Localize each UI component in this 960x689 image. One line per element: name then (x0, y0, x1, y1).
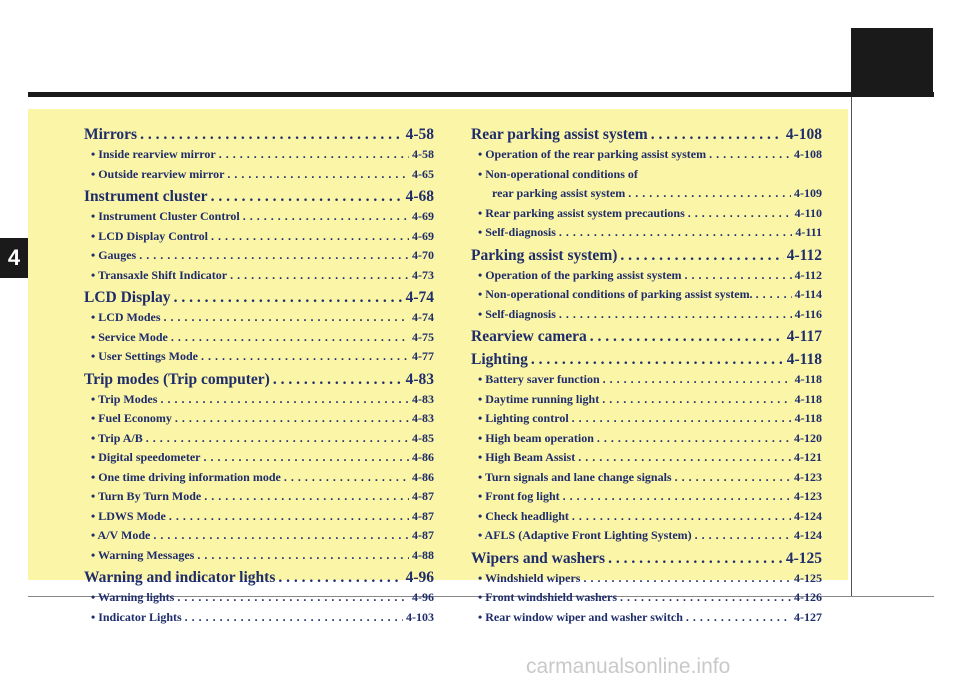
toc-entry-page: 4-123 (794, 469, 822, 484)
toc-entry-page: 4-124 (794, 528, 822, 542)
toc-subsection-entry[interactable] (84, 246, 434, 266)
dot-leader (175, 409, 409, 429)
toc-subsection-entry[interactable] (471, 285, 822, 305)
toc-entry-title: • Self-diagnosis (478, 225, 556, 239)
toc-entry-page: 4-120 (794, 430, 822, 445)
toc-subsection-entry[interactable] (84, 165, 434, 185)
dot-leader (695, 526, 791, 546)
toc-entry-title: • Check headlight (478, 508, 569, 523)
dot-leader (685, 266, 792, 286)
toc-entry-page: 4-86 (412, 450, 434, 464)
toc-subsection-entry[interactable] (84, 409, 434, 429)
toc-entry-page: 4-109 (794, 186, 822, 200)
dot-leader (608, 548, 783, 569)
dot-leader (169, 507, 409, 527)
toc-subsection-entry[interactable] (84, 546, 434, 566)
toc-entry-page: 4-125 (794, 570, 822, 585)
top-rule (28, 92, 934, 97)
dot-leader (602, 390, 791, 410)
toc-section-entry[interactable] (471, 548, 822, 569)
toc-entry-title: • Outside rearview mirror (91, 166, 225, 181)
dot-leader (651, 124, 783, 145)
dot-leader (243, 207, 409, 227)
toc-entry-page: 4-70 (412, 248, 434, 262)
toc-entry-page: 4-74 (412, 310, 434, 324)
toc-subsection-entry[interactable] (471, 390, 822, 410)
toc-entry-page: 4-87 (412, 489, 434, 503)
toc-entry-title: • Service Mode (91, 329, 168, 344)
toc-entry-title: • High beam operation (478, 430, 594, 445)
toc-subsection-entry[interactable] (84, 145, 434, 165)
dot-leader (563, 487, 791, 507)
toc-subsection-entry[interactable] (471, 370, 822, 390)
toc-subsection-entry[interactable] (84, 429, 434, 449)
dot-leader (153, 526, 409, 546)
toc-subsection-entry[interactable] (471, 487, 822, 507)
toc-subsection-entry[interactable] (84, 347, 434, 367)
toc-entry-title: • Warning Messages (91, 547, 195, 562)
dot-leader (201, 347, 409, 367)
toc-section-entry[interactable] (471, 124, 822, 145)
toc-subsection-entry[interactable] (471, 184, 822, 204)
dot-leader (686, 608, 791, 628)
toc-entry-title: • Gauges (91, 248, 137, 262)
toc-subsection-entry[interactable] (471, 569, 822, 589)
dot-leader (572, 409, 792, 429)
toc-subsection-entry[interactable] (471, 608, 822, 628)
toc-entry-page: 4-83 (412, 391, 434, 406)
dot-leader (590, 326, 784, 347)
toc-entry-title: • Non-operational conditions of (478, 166, 638, 181)
toc-entry-title: • Windshield wipers (478, 570, 581, 585)
toc-entry-title: • Turn By Turn Mode (91, 489, 202, 503)
dot-leader (177, 588, 409, 608)
toc-subsection-entry[interactable] (471, 223, 822, 243)
toc-subsection-entry[interactable] (84, 266, 434, 286)
dot-leader (688, 204, 792, 224)
toc-entry-title: • Battery saver function (478, 372, 600, 386)
dot-leader (756, 285, 792, 305)
toc-entry-title: • Daytime running light (478, 391, 600, 406)
toc-entry-title: • Trip Modes (91, 391, 158, 406)
dot-leader (185, 608, 403, 628)
toc-entry-page: 4-87 (412, 528, 434, 542)
toc-entry-page: 4-96 (412, 590, 434, 604)
toc-entry-title: • LCD Display Control (91, 228, 208, 243)
chapter-tab[interactable]: 4 (0, 238, 28, 278)
toc-subsection-entry[interactable] (471, 409, 822, 429)
toc-entry-title: • Warning lights (91, 590, 175, 604)
toc-entry-page: 4-118 (794, 411, 822, 425)
dot-leader (603, 370, 792, 390)
dot-leader (620, 245, 783, 266)
toc-entry-title: • Digital speedometer (91, 450, 201, 464)
dot-leader (597, 429, 791, 449)
dot-leader (227, 165, 409, 185)
toc-entry-title: • Rear window wiper and washer switch (478, 609, 683, 624)
toc-subsection-entry[interactable] (84, 227, 434, 247)
toc-subsection-entry[interactable] (471, 305, 822, 325)
dot-leader (174, 287, 403, 308)
toc-subsection-entry[interactable] (471, 588, 822, 608)
toc-section-entry[interactable] (471, 245, 822, 266)
toc-section-entry[interactable] (84, 124, 434, 145)
toc-entry-page: 4-121 (794, 450, 822, 464)
dot-leader (559, 305, 792, 325)
toc-entry-page: 4-77 (412, 349, 434, 363)
dot-leader (628, 184, 791, 204)
dot-leader (204, 487, 409, 507)
toc-entry-title: Warning and indicator lights (84, 569, 276, 586)
page-divider (851, 97, 852, 597)
toc-entry-title: • One time driving information mode (91, 469, 281, 484)
dot-leader (709, 145, 791, 165)
toc-entry-page: 4-125 (785, 549, 822, 567)
toc-entry-page: 4-124 (794, 508, 822, 523)
toc-entry-title: • Inside rearview mirror (91, 147, 216, 161)
toc-right-column (471, 124, 822, 627)
toc-section-entry[interactable] (84, 287, 434, 308)
dot-leader (278, 567, 402, 588)
toc-subsection-entry[interactable] (84, 207, 434, 227)
dot-leader (139, 246, 409, 266)
toc-subsection-entry[interactable] (84, 608, 434, 628)
toc-entry-page: 4-111 (795, 225, 822, 239)
toc-subsection-entry[interactable] (84, 328, 434, 348)
toc-entry-title: Trip modes (Trip computer) (84, 370, 270, 388)
dot-leader (146, 429, 409, 449)
toc-subsection-entry[interactable] (84, 588, 434, 608)
dot-leader (219, 145, 409, 165)
toc-entry-page: 4-58 (405, 126, 434, 143)
toc-entry-page: 4-88 (412, 547, 434, 562)
toc-entry-title: rear parking assist system (492, 186, 626, 200)
toc-entry-page: 4-65 (412, 166, 434, 181)
toc-entry-page: 4-83 (412, 411, 434, 425)
toc-entry-title: • Lighting control (478, 411, 569, 425)
toc-entry-page: 4-86 (412, 469, 434, 484)
toc-entry-title: • Instrument Cluster Control (91, 209, 240, 223)
dot-leader (572, 507, 791, 527)
toc-entry-title: • Front windshield washers (478, 590, 618, 604)
dot-leader (140, 124, 403, 145)
dot-leader (559, 223, 792, 243)
toc-subsection-entry[interactable] (471, 507, 822, 527)
toc-subsection-entry[interactable] (471, 204, 822, 224)
toc-left-column (84, 124, 434, 627)
toc-entry-title: • High Beam Assist (478, 450, 576, 464)
toc-subsection-entry[interactable] (471, 468, 822, 488)
toc-subsection-entry[interactable] (84, 487, 434, 507)
toc-entry-page: 4-73 (412, 267, 434, 282)
toc-entry-title: • Transaxle Shift Indicator (91, 267, 228, 282)
toc-subsection-entry[interactable] (471, 526, 822, 546)
toc-entry-title: Lighting (471, 351, 528, 368)
toc-entry-page: 4-127 (794, 609, 822, 624)
dot-leader (160, 390, 409, 410)
toc-entry-title: Mirrors (84, 126, 138, 143)
dot-leader (284, 468, 409, 488)
toc-entry-page: 4-117 (786, 328, 822, 345)
toc-entry-title: • User Settings Mode (91, 349, 198, 363)
toc-entry-page: 4-69 (412, 209, 434, 223)
dot-leader (531, 349, 784, 370)
toc-entry-page: 4-96 (405, 569, 434, 586)
dot-leader (197, 546, 409, 566)
toc-entry-title: • AFLS (Adaptive Front Lighting System) (478, 528, 692, 542)
dot-leader (675, 468, 791, 488)
toc-entry-title: LCD Display (84, 289, 171, 306)
toc-entry-page: 4-116 (794, 306, 822, 321)
toc-entry-title: • Operation of the rear parking assist system (478, 147, 707, 161)
dot-leader (620, 588, 791, 608)
toc-entry-page: 4-68 (405, 188, 434, 205)
toc-section-entry[interactable] (471, 326, 822, 347)
toc-entry-page: 4-123 (794, 489, 822, 503)
dot-leader (164, 308, 409, 328)
toc-entry-page: 4-108 (785, 126, 822, 143)
dot-leader (583, 569, 791, 589)
toc-entry-title: • Turn signals and lane change signals (478, 469, 672, 484)
toc-entry-title: • Operation of the parking assist system (478, 267, 682, 282)
dot-leader (211, 227, 409, 247)
toc-section-entry[interactable] (471, 349, 822, 370)
toc-entry-page: 4-85 (412, 430, 434, 445)
toc-subsection-entry[interactable] (471, 429, 822, 449)
toc-entry-title: • Indicator Lights (91, 609, 182, 624)
toc-entry-title: Parking assist system) (471, 246, 618, 264)
toc-subsection-entry[interactable] (471, 266, 822, 286)
toc-entry-page: 4-110 (794, 205, 822, 220)
toc-entry-page: 4-112 (794, 267, 822, 282)
toc-subsection-entry[interactable] (84, 448, 434, 468)
toc-entry-page: 4-74 (405, 289, 434, 306)
toc-entry-title: • Fuel Economy (91, 411, 172, 425)
toc-entry-page: 4-103 (406, 609, 434, 624)
dot-leader (578, 448, 791, 468)
toc-entry-page: 4-114 (794, 287, 822, 301)
toc-entry-page: 4-58 (412, 147, 434, 161)
toc-subsection-entry[interactable] (471, 145, 822, 165)
toc-section-entry[interactable] (84, 567, 434, 588)
toc-entry-title: Rear parking assist system (471, 126, 648, 143)
toc-subsection-entry[interactable] (84, 526, 434, 546)
toc-entry-title: • Non-operational conditions of parking assist system. (478, 287, 753, 301)
toc-subsection-entry[interactable] (471, 165, 822, 185)
toc-entry-title: • Front fog light (478, 489, 560, 503)
toc-entry-title: • LDWS Mode (91, 508, 166, 523)
dot-leader (171, 328, 409, 348)
toc-entry-title: Wipers and washers (471, 549, 606, 567)
toc-entry-page: 4-75 (412, 329, 434, 344)
toc-entry-title: • Trip A/B (91, 430, 143, 445)
toc-entry-page: 4-69 (412, 228, 434, 243)
toc-section-entry[interactable] (84, 369, 434, 390)
toc-entry-title: • Self-diagnosis (478, 306, 556, 321)
toc-entry-title: • LCD Modes (91, 310, 161, 324)
toc-entry-title: Rearview camera (471, 328, 587, 345)
toc-subsection-entry[interactable] (84, 468, 434, 488)
toc-entry-page: 4-118 (794, 372, 822, 386)
toc-entry-page: 4-87 (412, 508, 434, 523)
toc-entry-page: 4-112 (786, 246, 822, 264)
toc-subsection-entry[interactable] (84, 308, 434, 328)
toc-entry-title: Instrument cluster (84, 188, 208, 205)
watermark: carmanualsonline.info (526, 655, 731, 678)
chapter-header-block (851, 28, 933, 97)
dot-leader (204, 448, 409, 468)
toc-entry-page: 4-83 (405, 370, 434, 388)
toc-entry-page: 4-118 (786, 351, 822, 368)
toc-subsection-entry[interactable] (84, 507, 434, 527)
toc-entry-page: 4-108 (794, 147, 822, 161)
dot-leader (230, 266, 409, 286)
toc-entry-page: 4-118 (794, 391, 822, 406)
dot-leader (273, 369, 403, 390)
toc-entry-title: • Rear parking assist system precautions (478, 205, 685, 220)
dot-leader (211, 186, 403, 207)
toc-entry-page: 4-126 (794, 590, 822, 604)
toc-section-entry[interactable] (84, 186, 434, 207)
toc-subsection-entry[interactable] (471, 448, 822, 468)
toc-subsection-entry[interactable] (84, 390, 434, 410)
toc-entry-title: • A/V Mode (91, 528, 151, 542)
